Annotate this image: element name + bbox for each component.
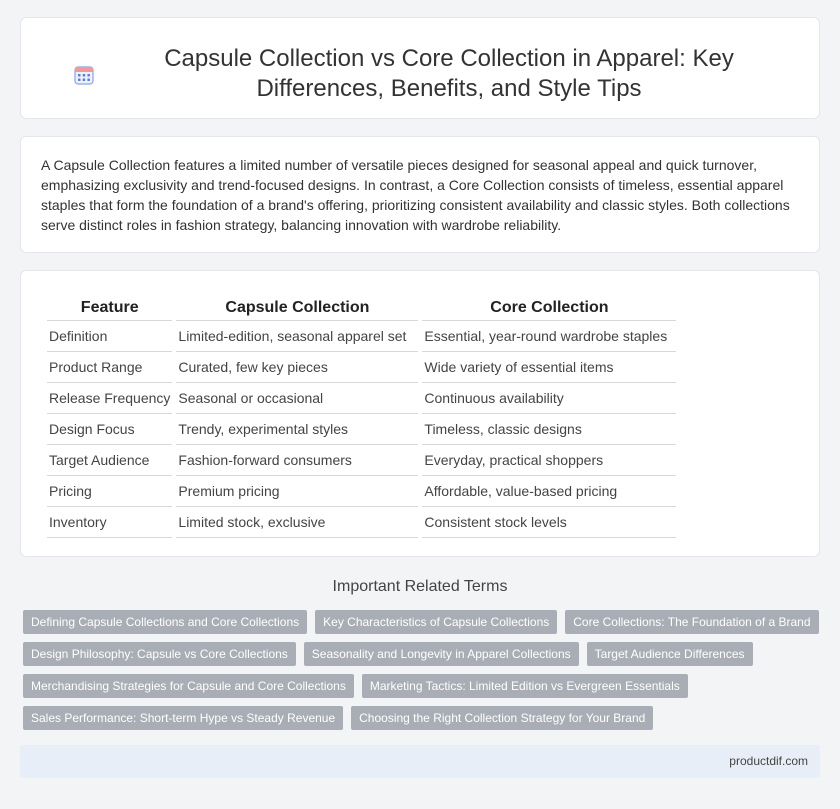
table-cell: Everyday, practical shoppers — [422, 445, 676, 476]
table-cell: Fashion-forward consumers — [176, 445, 418, 476]
related-term-link[interactable]: Marketing Tactics: Limited Edition vs Evergreen Essentials — [362, 674, 688, 698]
table-cell: Essential, year-round wardrobe staples — [422, 321, 676, 352]
table-row — [47, 383, 676, 414]
table-cell: Product Range — [47, 352, 172, 383]
table-cell: Target Audience — [47, 445, 172, 476]
related-term-link[interactable]: Key Characteristics of Capsule Collections — [315, 610, 557, 634]
table-cell: Consistent stock levels — [422, 507, 676, 538]
column-header: Feature — [47, 295, 172, 321]
related-terms-heading: Important Related Terms — [332, 578, 508, 595]
table-cell: Trendy, experimental styles — [176, 414, 418, 445]
table-cell: Limited-edition, seasonal apparel set — [176, 321, 418, 352]
table-cell: Curated, few key pieces — [176, 352, 418, 383]
table-cell: Limited stock, exclusive — [176, 507, 418, 538]
related-term-link[interactable]: Sales Performance: Short-term Hype vs Steady Revenue — [23, 706, 343, 730]
table-row — [47, 414, 676, 445]
table-cell: Pricing — [47, 476, 172, 507]
page-title: Capsule Collection vs Core Collection in Apparel: Key Differences, Benefits, and Style Tips — [164, 45, 734, 102]
title-card — [20, 17, 820, 119]
table-cell: Timeless, classic designs — [422, 414, 676, 445]
table-row — [47, 507, 676, 538]
related-term-link[interactable]: Seasonality and Longevity in Apparel Collections — [304, 642, 579, 666]
footer — [20, 745, 820, 778]
table-cell: Wide variety of essential items — [422, 352, 676, 383]
column-header: Capsule Collection — [176, 295, 418, 321]
related-term-link[interactable]: Choosing the Right Collection Strategy for Your Brand — [351, 706, 653, 730]
related-term-link[interactable]: Design Philosophy: Capsule vs Core Collections — [23, 642, 296, 666]
intro-card — [20, 136, 820, 253]
table-row — [47, 321, 676, 352]
related-term-link[interactable]: Target Audience Differences — [587, 642, 753, 666]
table-cell: Seasonal or occasional — [176, 383, 418, 414]
related-terms-list — [23, 610, 823, 738]
table-cell: Definition — [47, 321, 172, 352]
table-cell: Affordable, value-based pricing — [422, 476, 676, 507]
table-cell: Release Frequency — [47, 383, 172, 414]
comparison-card — [20, 270, 820, 557]
table-row — [47, 476, 676, 507]
intro-paragraph: A Capsule Collection features a limited number of versatile pieces designed for seasonal appeal and quick turnover, emphasizing exclusivity and trend-focused designs. In contrast, a Core Collection consists of timeless, essential apparel staples that form the foundation of a brand's offering, prioritizing consistent availability and classic styles. Both collections serve distinct roles in fashion strategy, balancing innovation with wardrobe reliability. — [41, 157, 790, 233]
calendar-icon — [73, 64, 95, 86]
column-header: Core Collection — [422, 295, 676, 321]
table-cell: Continuous availability — [422, 383, 676, 414]
comparison-table — [43, 295, 680, 538]
related-term-link[interactable]: Merchandising Strategies for Capsule and Core Collections — [23, 674, 354, 698]
table-row — [47, 445, 676, 476]
related-term-link[interactable]: Core Collections: The Foundation of a Brand — [565, 610, 818, 634]
table-cell: Premium pricing — [176, 476, 418, 507]
table-cell: Inventory — [47, 507, 172, 538]
site-credit[interactable]: productdif.com — [729, 754, 808, 768]
related-term-link[interactable]: Defining Capsule Collections and Core Collections — [23, 610, 307, 634]
table-cell: Design Focus — [47, 414, 172, 445]
table-row — [47, 352, 676, 383]
table-header-row — [47, 295, 676, 321]
